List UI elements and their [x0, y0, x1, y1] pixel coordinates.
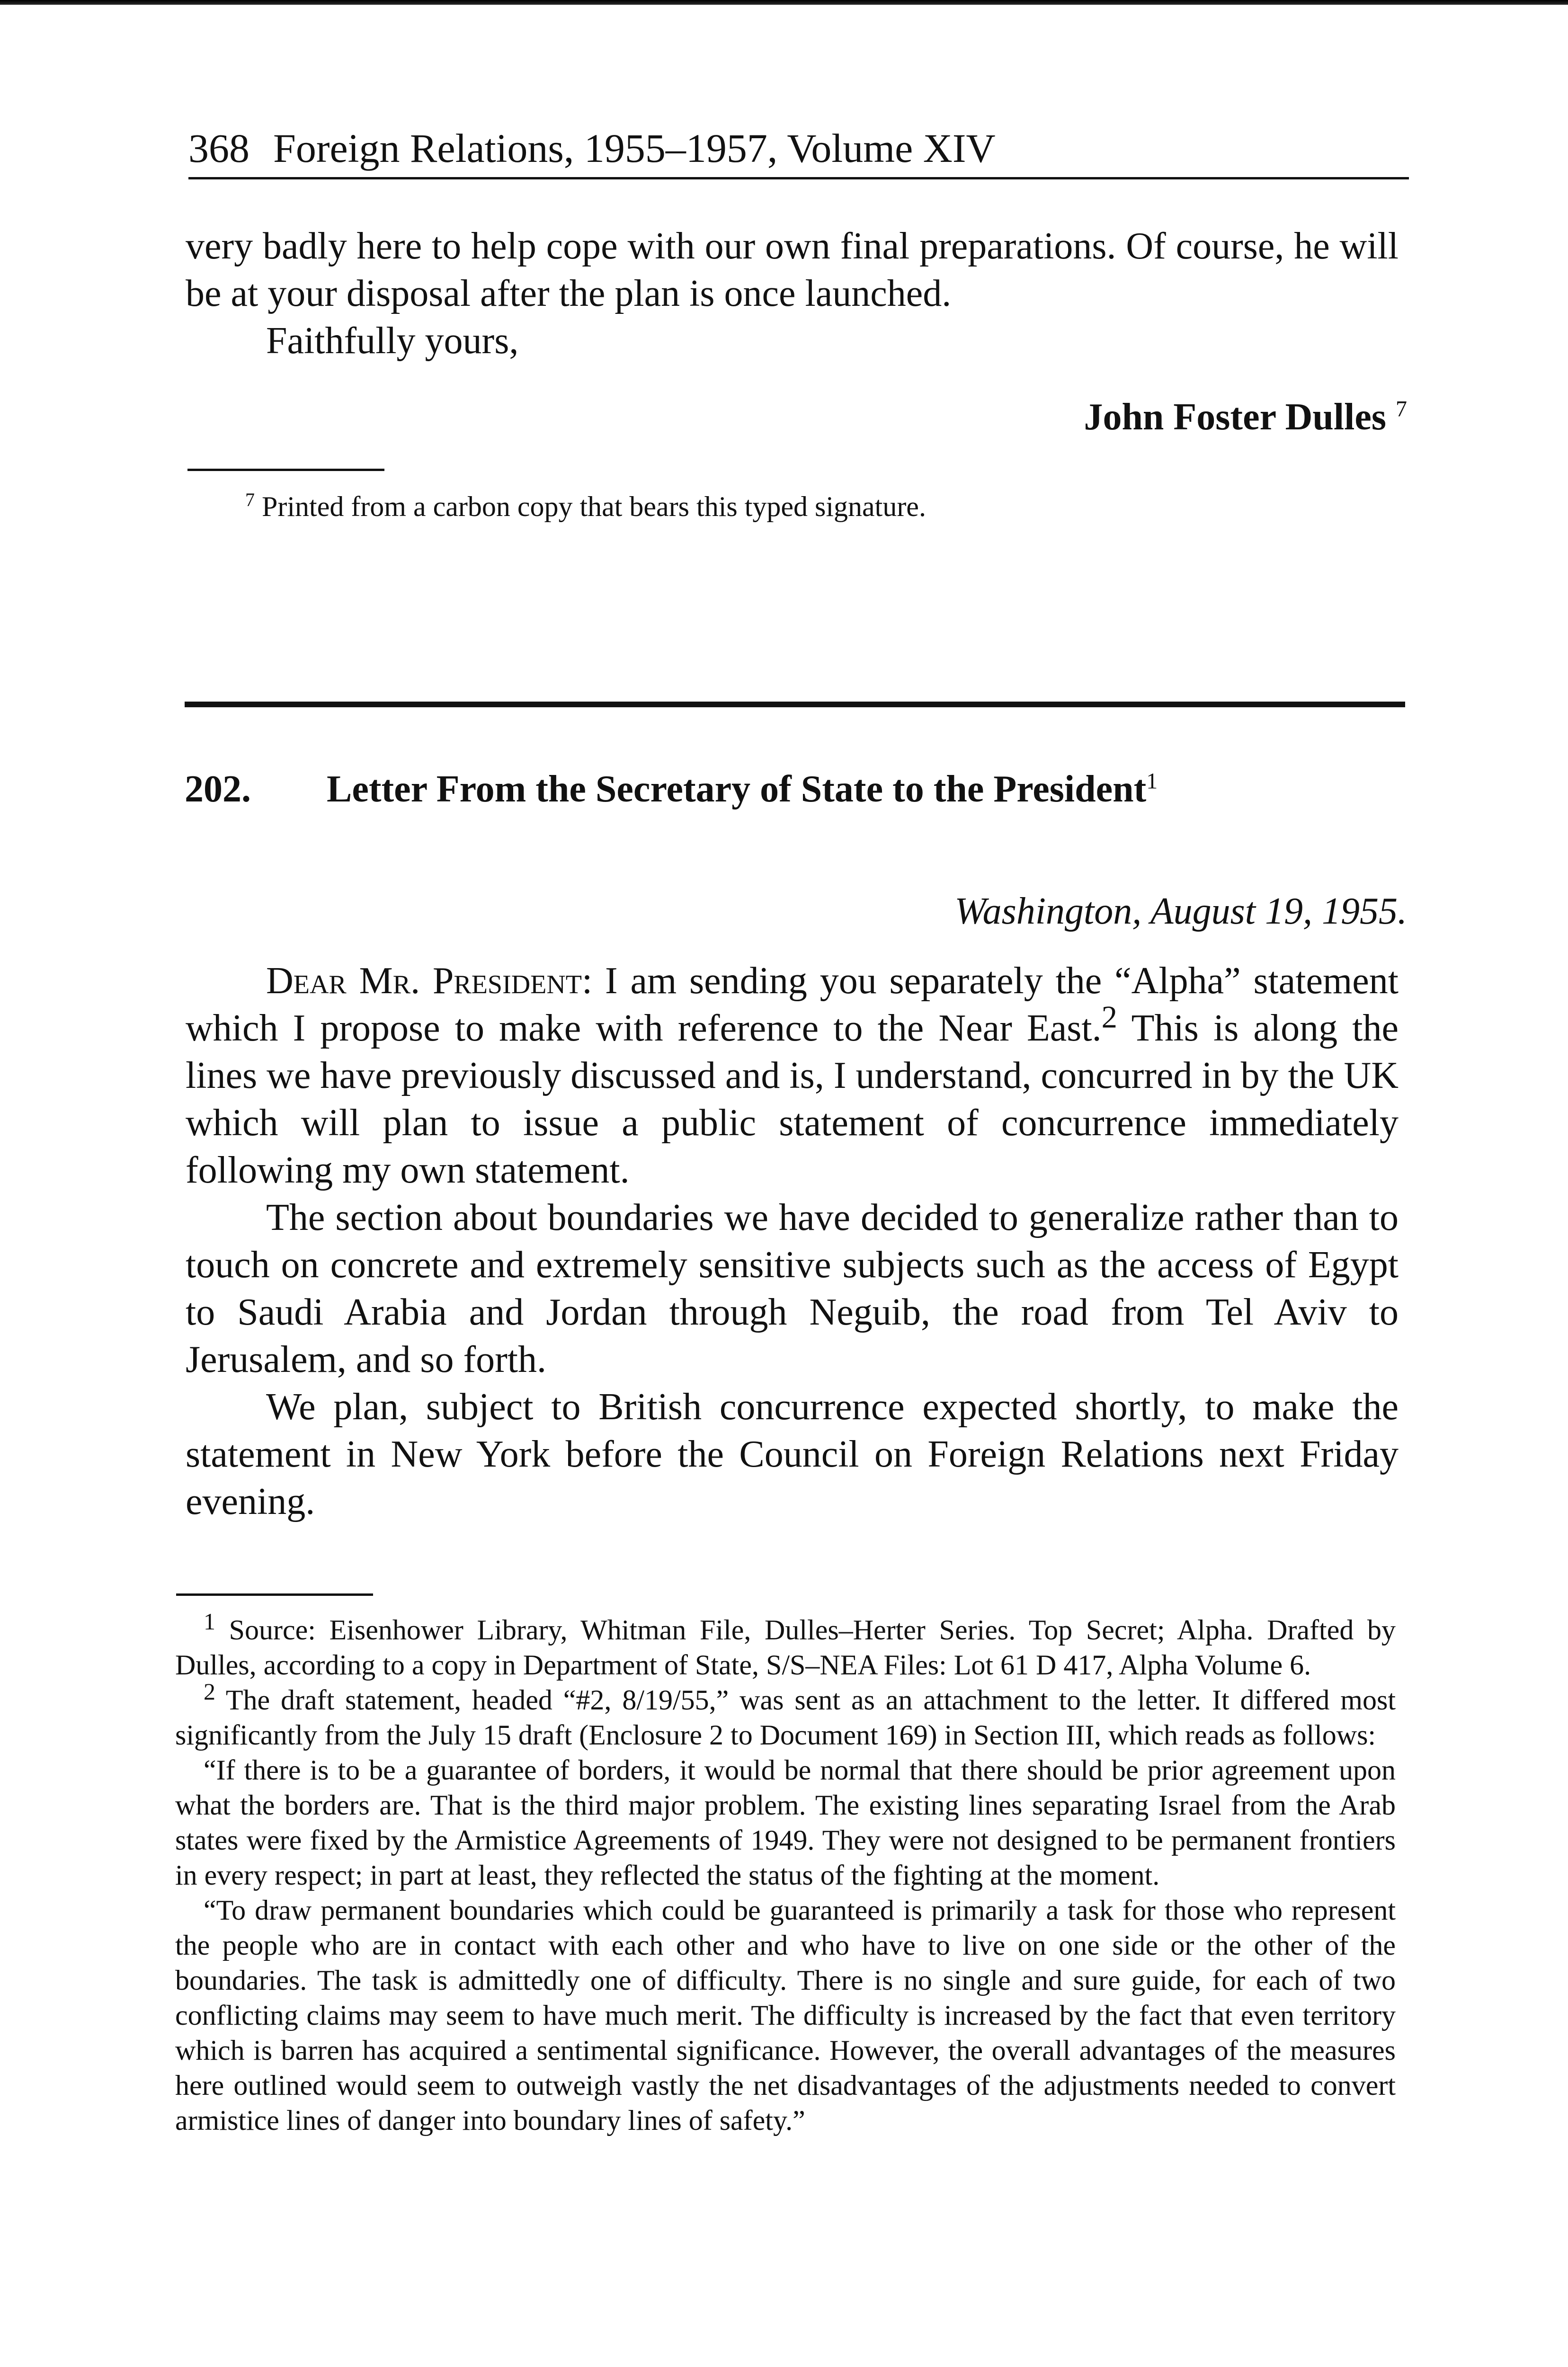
signature: John Foster Dulles — [1084, 396, 1386, 438]
paragraph-text: I am sending you separately the “Alpha” statement which I propose to make with reference to the Near East. — [186, 960, 1399, 1049]
letter-paragraph — [186, 957, 1399, 1194]
footnote-text: Source: Eisenhower Library, Whitman File, Dulles–Herter Series. Top Secret; Alpha. Drafted by Dulles, according to a copy in Department of State, S/S–NEA Files: Lot 61 D 417, Alpha Volume 6. — [175, 1614, 1396, 1681]
document-number: 202. — [185, 768, 251, 810]
footnote — [175, 1608, 1396, 1682]
signature-footnote-ref: 7 — [1396, 396, 1407, 422]
letter-paragraph: We plan, subject to British concurrence expected shortly, to make the statement in New York before the Council on Foreign Relations next Friday evening. — [186, 1386, 1399, 1522]
letter-paragraph: The section about boundaries we have decided to generalize rather than to touch on concrete and extremely sensitive subjects such as the access of Egypt to Saudi Arabia and Jordan through Neguib, the road from Tel Aviv to Jerusalem, and so forth. — [186, 1197, 1399, 1380]
letter-body — [186, 957, 1399, 1525]
title-footnote-ref: 1 — [1146, 768, 1158, 794]
dateline: Washington, August 19, 1955. — [954, 890, 1407, 932]
footnote-separator — [176, 1593, 373, 1596]
footnote-quote: “If there is to be a guarantee of borders, it would be normal that there should be prior agreement upon what the borders are. That is the third major problem. The existing lines separating Israel from the Arab states were fixed by the Armistice Agreements of 1949. They were not designed to be permanent frontiers in every respect; in part at least, they reflected the status of the fighting at the moment. — [175, 1754, 1396, 1891]
footnote-marker: 7 — [245, 489, 255, 510]
previous-document-ending — [186, 222, 1399, 365]
document-title: Letter From the Secretary of State to the President — [327, 768, 1147, 810]
footnote-7 — [245, 490, 926, 523]
header-rule — [188, 177, 1409, 179]
running-header — [188, 125, 1409, 171]
document-separator — [185, 702, 1405, 707]
page-number: 368 — [188, 125, 249, 171]
footnote — [175, 1678, 1396, 1753]
footnote-text: Printed from a carbon copy that bears this typed signature. — [262, 491, 926, 522]
footnote-marker: 2 — [204, 1678, 215, 1705]
paragraph-text-continued: This is along the lines we have previously discussed and is, I understand, concurred in by the UK which will plan to issue a public statement of concurrence immediately following my own statement. — [186, 1007, 1399, 1191]
footnotes — [175, 1608, 1396, 2138]
footnote-separator — [187, 469, 384, 471]
volume-title: Foreign Relations, 1955–1957, Volume XIV — [273, 125, 996, 171]
signature-block — [1084, 396, 1407, 439]
previous-paragraph-end: very badly here to help cope with our own final preparations. Of course, he will be at your disposal after the plan is once launched. — [186, 225, 1399, 314]
closing: Faithfully yours, — [266, 320, 519, 362]
footnote-ref: 2 — [1101, 1000, 1117, 1035]
footnote-text: The draft statement, headed “#2, 8/19/55,” was sent as an attachment to the letter. It differed most significantly from the July 15 draft (Enclosure 2 to Document 169) in Section III, which reads as follows: — [175, 1684, 1396, 1751]
document-heading — [185, 768, 1158, 811]
salutation: Dear Mr. President: — [266, 960, 593, 1002]
footnote-marker: 1 — [204, 1608, 215, 1635]
footnote-quote: “To draw permanent boundaries which could be guaranteed is primarily a task for those who represent the people who are in contact with each other and who have to live on one side or the other of the boundaries. The task is admittedly one of difficulty. There is no single and sure guide, for each of two conflicting claims may seem to have much merit. The difficulty is increased by the fact that even territory which is barren has acquired a sentimental significance. However, the overall advantages of the measures here outlined would seem to outweigh vastly the net disadvantages of the adjustments needed to convert armistice lines of danger into boundary lines of safety.” — [175, 1895, 1396, 2136]
